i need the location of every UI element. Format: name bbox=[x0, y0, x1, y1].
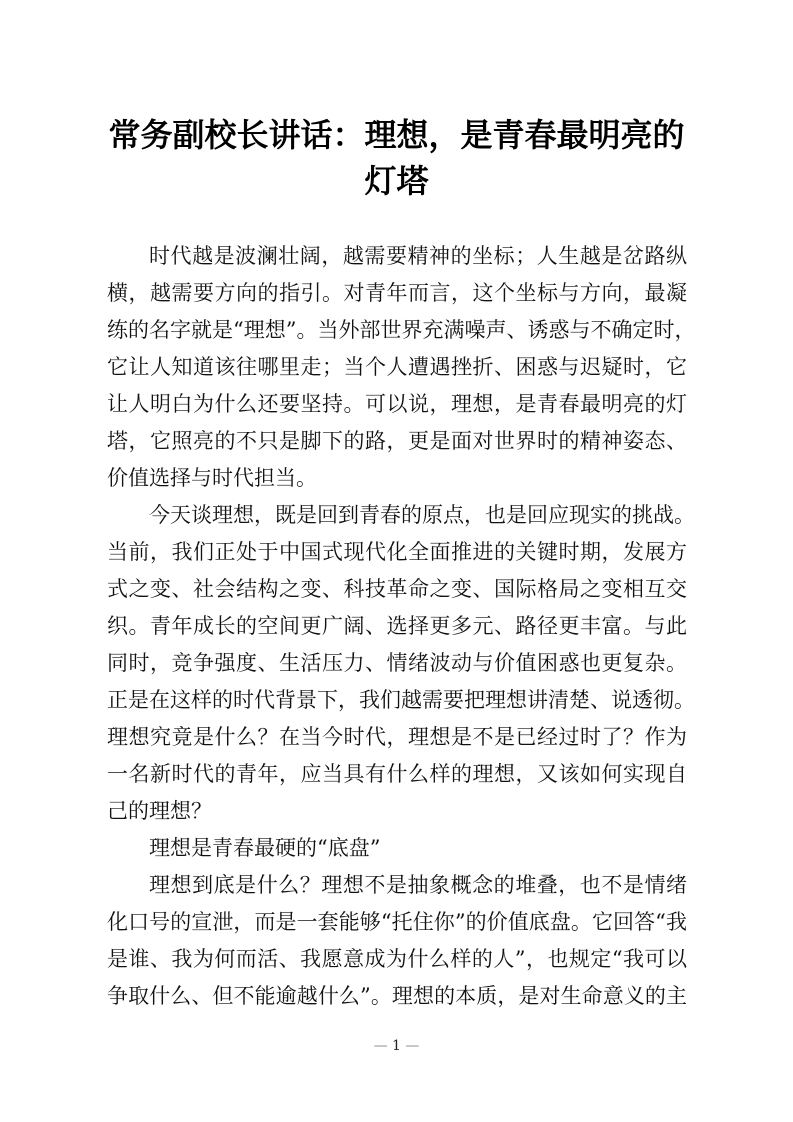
paragraph-1 bbox=[107, 238, 696, 497]
text-line: 它让人知道该往哪里走；当个人遭遇挫折、困惑与迟疑时，它 bbox=[107, 355, 687, 379]
section-heading bbox=[107, 830, 687, 867]
text-line: 价值选择与时代担当。 bbox=[107, 466, 317, 490]
text-line: 化口号的宣泄，而是一套能够“托住你”的价值底盘。它回答“我 bbox=[107, 910, 687, 934]
paragraph-3 bbox=[107, 867, 687, 1015]
section-heading-text: 理想是青春最硬的“底盘” bbox=[149, 836, 381, 860]
footer-dash-left: — bbox=[373, 1038, 388, 1054]
text-line: 己的理想？ bbox=[107, 799, 212, 823]
text-line: 式之变、社会结构之变、科技革命之变、国际格局之变相互交 bbox=[107, 577, 687, 601]
text-line: 一名新时代的青年，应当具有什么样的理想，又该如何实现自 bbox=[107, 762, 687, 786]
document-title bbox=[100, 112, 693, 204]
text-line: 理想究竟是什么？在当今时代，理想是不是已经过时了？作为 bbox=[107, 725, 687, 749]
text-line: 时代越是波澜壮阔，越需要精神的坐标；人生越是岔路纵 bbox=[149, 244, 687, 268]
text-line: 理想到底是什么？理想不是抽象概念的堆叠，也不是情绪 bbox=[149, 873, 687, 897]
text-line: 塔，它照亮的不只是脚下的路，更是面对世界时的精神姿态、 bbox=[107, 429, 687, 453]
text-line: 练的名字就是“理想”。当外部世界充满噪声、诱惑与不确定时， bbox=[107, 318, 696, 342]
text-line: 争取什么、但不能逾越什么”。理想的本质，是对生命意义的主 bbox=[107, 984, 687, 1008]
text-line: 横，越需要方向的指引。对青年而言，这个坐标与方向，最凝 bbox=[107, 281, 687, 305]
title-line-2: 灯塔 bbox=[364, 162, 429, 200]
text-line: 让人明白为什么还要坚持。可以说，理想，是青春最明亮的灯 bbox=[107, 392, 687, 416]
paragraph-2 bbox=[107, 497, 695, 830]
text-line: 是谁、我为何而活、我愿意成为什么样的人”，也规定“我可以 bbox=[107, 947, 687, 971]
footer-dash-right: — bbox=[405, 1038, 420, 1054]
title-line-1: 常务副校长讲话：理想，是青春最明亮的 bbox=[108, 116, 685, 154]
page-number: 1 bbox=[392, 1038, 401, 1054]
text-line: 正是在这样的时代背景下，我们越需要把理想讲清楚、说透彻。 bbox=[107, 688, 695, 712]
text-line: 同时，竞争强度、生活压力、情绪波动与价值困惑也更复杂。 bbox=[107, 651, 687, 675]
text-line: 今天谈理想，既是回到青春的原点，也是回应现实的挑战。 bbox=[149, 503, 695, 527]
text-line: 织。青年成长的空间更广阔、选择更多元、路径更丰富。与此 bbox=[107, 614, 687, 638]
page-footer bbox=[0, 1038, 793, 1054]
document-body bbox=[107, 238, 696, 1015]
text-line: 当前，我们正处于中国式现代化全面推进的关键时期，发展方 bbox=[107, 540, 687, 564]
